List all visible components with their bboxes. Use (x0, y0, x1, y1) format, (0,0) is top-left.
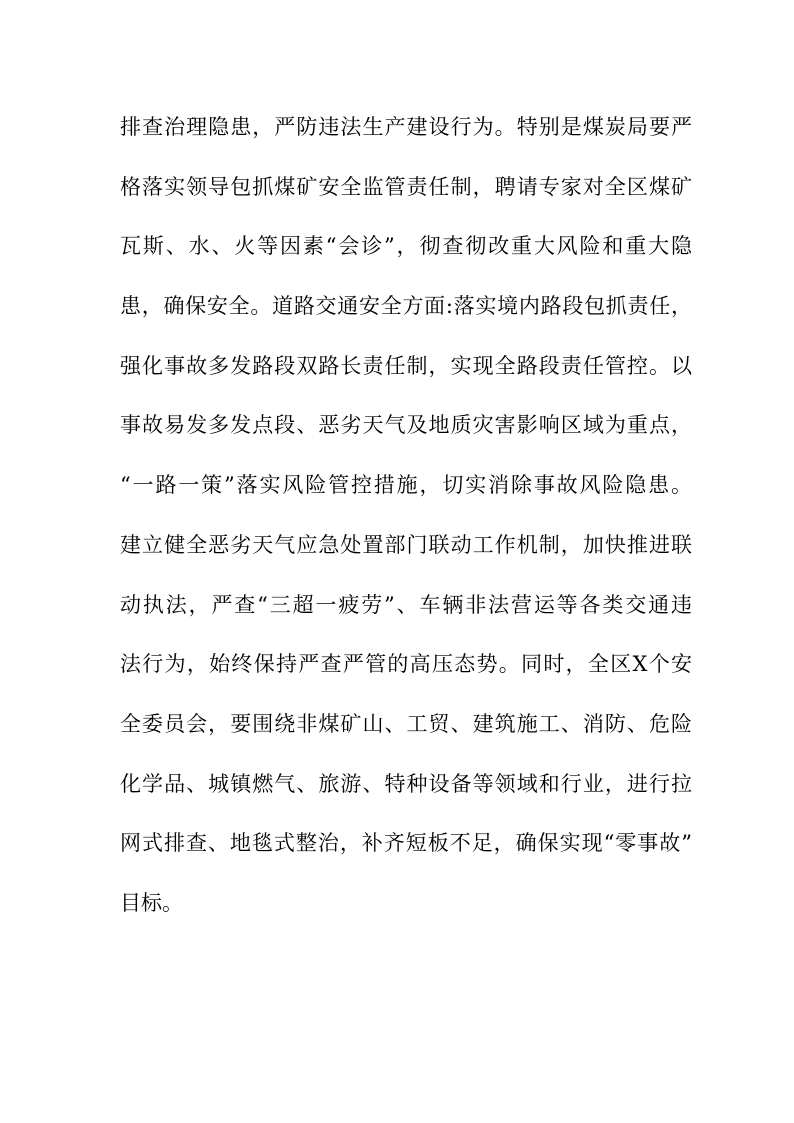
text-line: 动执法，严查“三超一疲劳”、车辆非法营运等各类交通违 (120, 592, 692, 617)
text-line: 法行为，始终保持严查严管的高压态势。同时，全区X个安 (120, 652, 692, 677)
text-line: 建立健全恶劣天气应急处置部门联动工作机制，加快推进联 (120, 532, 692, 557)
text-line: 全委员会，要围绕非煤矿山、工贸、建筑施工、消防、危险 (120, 711, 692, 736)
text-line: 排查治理隐患，严防违法生产建设行为。特别是煤炭局要严 (120, 115, 692, 139)
text-line: 网式排查、地毯式整治，补齐短板不足，确保实现“零事故” (120, 831, 692, 856)
text-line: 瓦斯、水、火等因素“会诊”，彻查彻改重大风险和重大隐 (120, 234, 692, 259)
text-line: 患，确保安全。道路交通安全方面:落实境内路段包抓责任， (120, 294, 692, 319)
body-paragraph (120, 108, 692, 944)
text-line: 强化事故多发路段双路长责任制，实现全路段责任管控。以 (120, 353, 692, 378)
text-line: “一路一策”落实风险管控措施，切实消除事故风险隐患。 (120, 473, 692, 498)
text-line: 化学品、城镇燃气、旅游、特种设备等领域和行业，进行拉 (120, 771, 692, 796)
text-line: 目标。 (120, 890, 183, 915)
text-line: 事故易发多发点段、恶劣天气及地质灾害影响区域为重点， (120, 413, 692, 438)
text-line: 格落实领导包抓煤矿安全监管责任制，聘请专家对全区煤矿 (120, 174, 692, 199)
